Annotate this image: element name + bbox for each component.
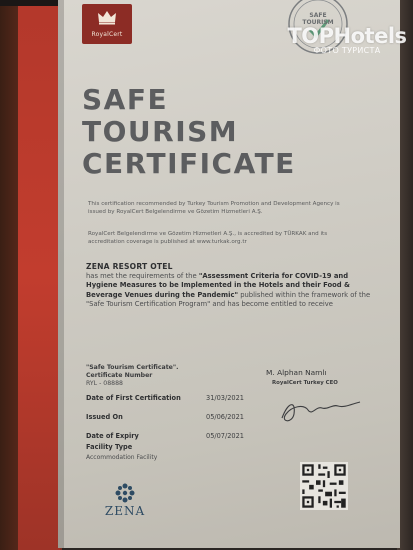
crown-icon	[97, 9, 117, 25]
signatory-name: M. Alphan Namlı	[266, 368, 327, 377]
tophotels-watermark	[282, 24, 412, 88]
intro-paragraph: This certification recommended by Turkey Tourism Promotion and Development Agency is issued by RoyalCert Belgelendirme ve Gözetim Hizmetleri A.Ş.	[88, 201, 340, 215]
field-label: Issued On	[86, 413, 123, 421]
paper-shadow	[58, 0, 64, 548]
field-label: Facility Type	[86, 443, 133, 451]
field-value: 05/07/2021	[206, 432, 245, 440]
certificate-name: "Safe Tourism Certificate".	[86, 364, 179, 371]
criteria-title: "Assessment Criteria for COVID-19 and Hygiene Measures to be Implemented in the Hotels and their Food & Beverage Venues during the Pandemic"	[86, 272, 350, 299]
watermark-brand: TOPHotels	[287, 24, 407, 48]
field-value: 31/03/2021	[206, 394, 245, 402]
facility-type-value: Accommodation Facility	[86, 454, 158, 461]
zena-hotel-logo	[100, 482, 150, 518]
field-label: Date of Expiry	[86, 432, 139, 440]
certificate-title	[82, 84, 296, 180]
criteria-paragraph	[86, 272, 372, 310]
watermark-subtitle: ФОТО ТУРИСТА	[313, 46, 381, 55]
zena-logo-text: ZENA	[104, 504, 146, 518]
royalcert-logo-text: RoyalCert	[91, 31, 123, 38]
title-line-1: SAFE	[82, 83, 169, 116]
field-row	[86, 443, 326, 454]
red-frame-band	[18, 0, 60, 550]
signature	[274, 392, 364, 428]
criteria-suffix: published within the framework of the "Safe Tourism Certification Program" and has become entitled to receive	[86, 290, 371, 309]
field-row	[86, 432, 326, 443]
certificate-info	[86, 364, 246, 388]
qr-code	[300, 462, 348, 510]
field-label: Date of First Certification	[86, 394, 181, 402]
royalcert-logo	[82, 4, 132, 44]
title-line-2: TOURISM	[82, 115, 239, 148]
zena-flower-icon	[114, 482, 136, 504]
certificate-number: RYL - 08888	[86, 380, 123, 387]
signatory-role: RoyalCert Turkey CEO	[272, 380, 338, 386]
certificate-number-label: Certificate Number	[86, 372, 153, 379]
stamp-text: SAFE TOURISM	[302, 12, 334, 26]
hotel-name: ZENA RESORT OTEL	[86, 262, 173, 271]
field-value: 05/06/2021	[206, 413, 245, 421]
criteria-prefix: has met the requirements of the	[86, 272, 197, 280]
title-line-3: CERTIFICATE	[82, 147, 296, 180]
accreditation-paragraph: RoyalCert Belgelendirme ve Gözetim Hizmetleri A.Ş., is accredited by TÜRKAK and its accreditation coverage is published at www.turkak.org.tr	[88, 231, 328, 245]
